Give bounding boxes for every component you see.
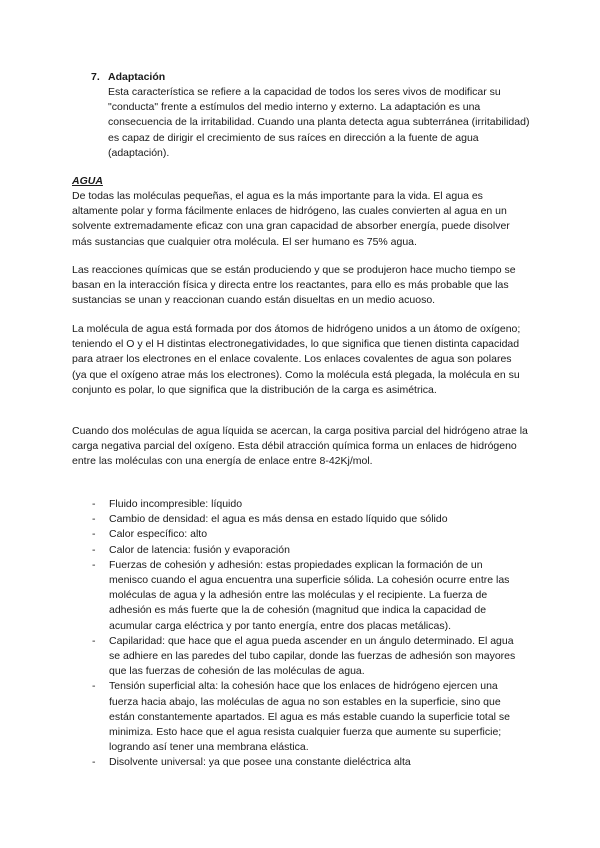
- list-item: [92, 558, 524, 634]
- section-number: 7.: [91, 71, 100, 83]
- bullet-dash: -: [92, 756, 96, 769]
- list-item: [92, 679, 524, 755]
- bullet-dash: -: [92, 498, 96, 510]
- list-item-text: Disolvente universal: ya que posee una constante dieléctrica alta: [109, 756, 411, 769]
- properties-list: [92, 497, 524, 771]
- list-item-text: Cambio de densidad: el agua es más densa en estado líquido que sólido: [109, 513, 448, 526]
- bullet-dash: -: [92, 528, 96, 541]
- agua-heading: AGUA: [72, 175, 103, 187]
- section-heading: [91, 70, 531, 85]
- list-item: [92, 527, 524, 542]
- section-title: Adaptación: [108, 71, 166, 83]
- list-item: [92, 543, 524, 558]
- list-item-text: Fuerzas de cohesión y adhesión: estas propiedades explican la formación de un menisco cuando el agua encuentra una superficie sólida. La cohesión ocurre entre las moléculas de agua y la adhesión entre las moléculas y el recipiente. La fuerza de adhesión es más fuerte que la de cohesión (magnitud que indica la capacidad de acumular carga eléctrica y por tanto energía, entre dos placas metálicas).: [109, 558, 510, 632]
- bullet-dash: -: [92, 558, 96, 571]
- list-item: [92, 755, 524, 770]
- list-item-text: Capilaridad: que hace que el agua pueda ascender en un ángulo determinado. El agua se adhiere en las paredes del tubo capilar, donde las fuerzas de adhesión son mayores que las fuerzas de cohesión de las moléculas de agua.: [109, 634, 516, 678]
- list-item-text: Fluido incompresible: líquido: [109, 498, 243, 510]
- bullet-dash: -: [92, 543, 96, 556]
- agua-paragraph-4: Cuando dos moléculas de agua líquida se acercan, la carga positiva parcial del hidrógeno atrae la carga negativa parcial del oxígeno. Esta débil atracción química forma un enlaces de hidrógeno entre las moléculas con una energía de enlace entre 8-42Kj/mol.: [72, 425, 528, 468]
- list-item: [92, 634, 524, 680]
- list-item-text: Calor específico: alto: [109, 528, 208, 541]
- list-item-text: Tensión superficial alta: la cohesión hace que los enlaces de hidrógeno ejercen una fuerza hacia abajo, las moléculas de agua no son estables en la superficie, sino que están constantemente apartados. El agua es más estable cuando la superficie total se minimiza. Esto hace que el agua resista cualquier fuerza que aumente su superficie; logrando así tener una membrana elástica.: [109, 680, 510, 754]
- bullet-dash: -: [92, 513, 96, 526]
- list-item: [92, 497, 524, 512]
- list-item-text: Calor de latencia: fusión y evaporación: [109, 543, 290, 556]
- agua-paragraph-3: La molécula de agua está formada por dos átomos de hidrógeno unidos a un átomo de oxígeno; teniendo el O y el H distintas electronegatividades, lo que significa que tienen distinta capacidad para atraer los electrones en el enlace covalente. Los enlaces covalentes de agua son polares (ya que el oxígeno atrae más los electrones). Como la molécula está plegada, la molécula en su conjunto es polar, lo que significa que la distribución de la carga es asimétrica.: [72, 323, 521, 396]
- bullet-dash: -: [92, 680, 96, 693]
- bullet-dash: -: [92, 634, 96, 647]
- list-item: [92, 512, 524, 527]
- agua-paragraph-1: De todas las moléculas pequeñas, el agua es la más importante para la vida. El agua es altamente polar y forma fácilmente enlaces de hidrógeno, las cuales convierten al agua en un solvente extremadamente eficaz con una gran capacidad de absorber energía, puede disolver más sustancias que cualquier otra molécula. El ser humano es 75% agua.: [72, 190, 510, 248]
- agua-paragraph-2: Las reacciones químicas que se están produciendo y que se produjeron hace mucho tiempo se basan en la interacción física y directa entre los reactantes, para ello es más probable que las sustancias se unan y reaccionan cuando están disueltas en un medio acuoso.: [72, 264, 516, 307]
- section-adaptacion: [91, 70, 531, 161]
- section-body: Esta característica se refiere a la capacidad de todos los seres vivos de modificar su "conducta" frente a estímulos del medio interno y externo. La adaptación es una consecuencia de la irritabilidad. Cuando una planta detecta agua subterránea (irritabilidad) es capaz de dirigir el crecimiento de sus raíces en dirección a la fuente de agua (adaptación).: [108, 86, 530, 159]
